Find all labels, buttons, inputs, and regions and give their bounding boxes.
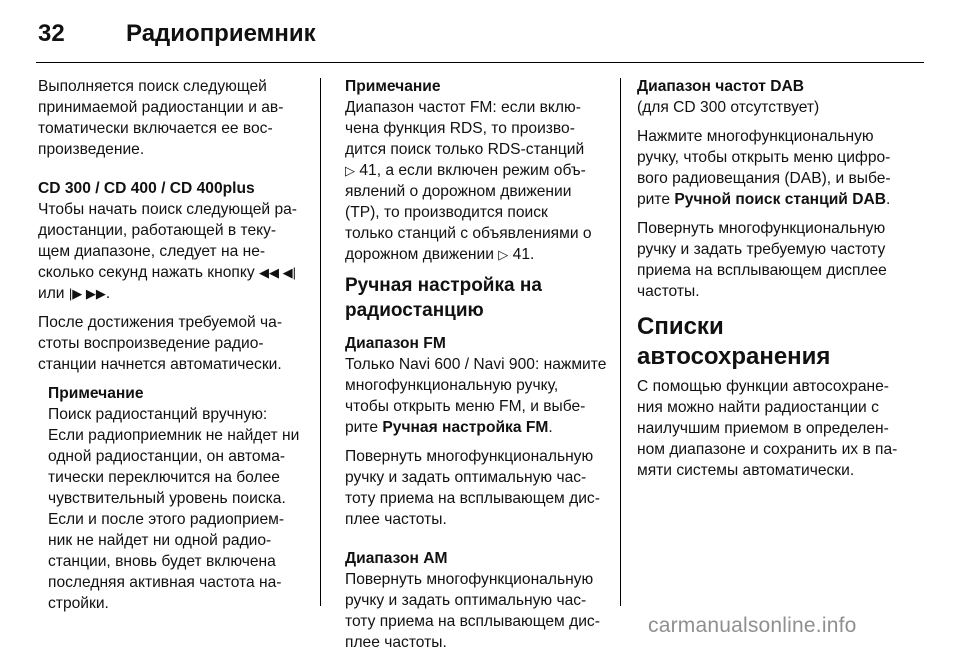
cd-heading: CD 300 / CD 400 / CD 400plus <box>38 180 255 197</box>
page-number: 32 <box>38 20 65 47</box>
text-line: ния можно найти радиостанции с <box>637 399 879 416</box>
text-or: или <box>38 285 65 302</box>
text-line: сколько секунд нажать кнопку <box>38 264 255 281</box>
text-line: Если и после этого радиоприем- <box>48 511 285 528</box>
text-line: Если радиоприемник не найдет ни <box>48 427 300 444</box>
text-line: Выполняется поиск следующей <box>38 78 267 95</box>
text-line: мяти системы автоматически. <box>637 462 855 479</box>
menu-item-name: Ручной поиск станций DAB <box>674 191 886 208</box>
text-line: плее частоты. <box>345 634 447 651</box>
seek-paragraph: Чтобы начать поиск следующей ра- диостанции, работающей в теку- щем диапазоне, следует на не- сколько секунд нажать кнопку ◀◀ ◀| или |▶ ▶▶. <box>38 199 314 304</box>
text-line: Повернуть многофункциональную <box>345 448 594 465</box>
text-line: диостанции, работающей в теку- <box>38 222 277 239</box>
heading-line: Ручная настройка на <box>345 275 542 296</box>
text-line: дорожном движении <box>345 246 494 263</box>
text-line: Повернуть многофункциональную <box>637 220 886 237</box>
text-line: тоту приема на всплывающем дис- <box>345 613 600 630</box>
column-divider-1 <box>320 78 321 606</box>
text-line: Только Navi 600 / Navi 900: нажмите <box>345 356 607 373</box>
autostore-heading: Списки автосохранения <box>637 313 831 370</box>
fm-turn-paragraph <box>345 446 605 530</box>
note-block-1 <box>48 383 314 614</box>
text-line: 41, а если включен режим объ- <box>359 162 586 179</box>
am-heading: Диапазон AM <box>345 550 448 567</box>
text-line: ручку и задать оптимальную час- <box>345 469 587 486</box>
dab-turn-paragraph <box>637 218 907 302</box>
text-line: последняя активная частота на- <box>48 574 282 591</box>
note-heading: Примечание <box>345 78 441 95</box>
column-3 <box>637 76 907 489</box>
dab-note: (для CD 300 отсутствует) <box>637 99 820 116</box>
after-seek-paragraph <box>38 312 314 375</box>
page-header <box>38 14 316 54</box>
note-heading: Примечание <box>48 385 144 402</box>
text-line: произведение. <box>38 141 145 158</box>
text-line: явлений о дорожном движении <box>345 183 572 200</box>
heading-line: радиостанцию <box>345 300 484 321</box>
seek-intro-paragraph <box>38 76 314 160</box>
note-block-2 <box>345 76 605 265</box>
text-line: наилучшим приемом в определен- <box>637 420 889 437</box>
text-line: (TP), то производится поиск <box>345 204 548 221</box>
text-line: рите <box>345 419 379 436</box>
text-line: приема на всплывающем дисплее <box>637 262 887 279</box>
text-line: Поиск радиостанций вручную: <box>48 406 268 423</box>
text-line: С помощью функции автосохране- <box>637 378 889 395</box>
text-line: Диапазон частот FM: если вклю- <box>345 99 581 116</box>
column-divider-2 <box>620 78 621 606</box>
watermark: carmanualsonline.info <box>648 614 857 637</box>
dab-paragraph: Нажмите многофункциональную ручку, чтобы открыть меню цифро- вого радиовещания (DAB), и выбе- рите Ручной поиск станций DAB. <box>637 126 907 210</box>
seek-back-icon: ◀◀ ◀| <box>259 265 296 280</box>
text-line: стройки. <box>48 595 109 612</box>
text-line: частоты. <box>637 283 700 300</box>
text-line: только станций с объявлениями о <box>345 225 592 242</box>
am-paragraph <box>345 569 605 653</box>
text-line: чтобы открыть меню FM, и выбе- <box>345 398 586 415</box>
text-line: станции, вновь будет включена <box>48 553 276 570</box>
dab-heading: Диапазон частот DAB <box>637 78 805 95</box>
text-line: ручку, чтобы открыть меню цифро- <box>637 149 891 166</box>
page-title: Радиоприемник <box>126 20 316 47</box>
text-line: После достижения требуемой ча- <box>38 314 283 331</box>
text-line: принимаемой радиостанции и ав- <box>38 99 284 116</box>
text-line: щем диапазоне, следует на не- <box>38 243 266 260</box>
autostore-paragraph <box>637 376 907 481</box>
text-line: Повернуть многофункциональную <box>345 571 594 588</box>
text-line: чена функция RDS, то произво- <box>345 120 575 137</box>
fm-paragraph: Только Navi 600 / Navi 900: нажмите многофункциональную ручку, чтобы открыть меню FM, и выбе- рите Ручная настройка FM. <box>345 356 607 436</box>
header-rule <box>36 62 924 63</box>
text-line: дится поиск только RDS-станций <box>345 141 585 158</box>
menu-item-name: Ручная настройка FM <box>382 419 549 436</box>
text-line: ручку и задать требуемую частоту <box>637 241 886 258</box>
page-ref: 41. <box>512 246 535 263</box>
text-line: томатически включается ее вос- <box>38 120 273 137</box>
text-line: ник не найдет ни одной радио- <box>48 532 272 549</box>
page-ref-arrow-icon: ▷ <box>345 163 355 178</box>
seek-forward-icon: |▶ ▶▶ <box>68 286 106 301</box>
text-line: Чтобы начать поиск следующей ра- <box>38 201 298 218</box>
text-line: чувствительный уровень поиска. <box>48 490 286 507</box>
column-1 <box>38 76 314 614</box>
text-line: ном диапазоне и сохранить их в па- <box>637 441 898 458</box>
text-line: многофункциональную ручку, <box>345 377 559 394</box>
text-line: одной радиостанции, он автома- <box>48 448 286 465</box>
text-line: тически переключится на более <box>48 469 280 486</box>
text-line: станции начнется автоматически. <box>38 356 282 373</box>
text-line: вого радиовещания (DAB), и выбе- <box>637 170 891 187</box>
column-2 <box>345 76 605 661</box>
text-line: Нажмите многофункциональную <box>637 128 874 145</box>
page-ref-arrow-icon: ▷ <box>498 247 509 262</box>
text-line: плее частоты. <box>345 511 447 528</box>
text-line: тоту приема на всплывающем дис- <box>345 490 600 507</box>
fm-heading: Диапазон FM <box>345 335 446 352</box>
text-line: стоты воспроизведение радио- <box>38 335 264 352</box>
text-line: ручку и задать оптимальную час- <box>345 592 587 609</box>
manual-tuning-heading <box>345 273 605 323</box>
text-line: рите <box>637 191 671 208</box>
